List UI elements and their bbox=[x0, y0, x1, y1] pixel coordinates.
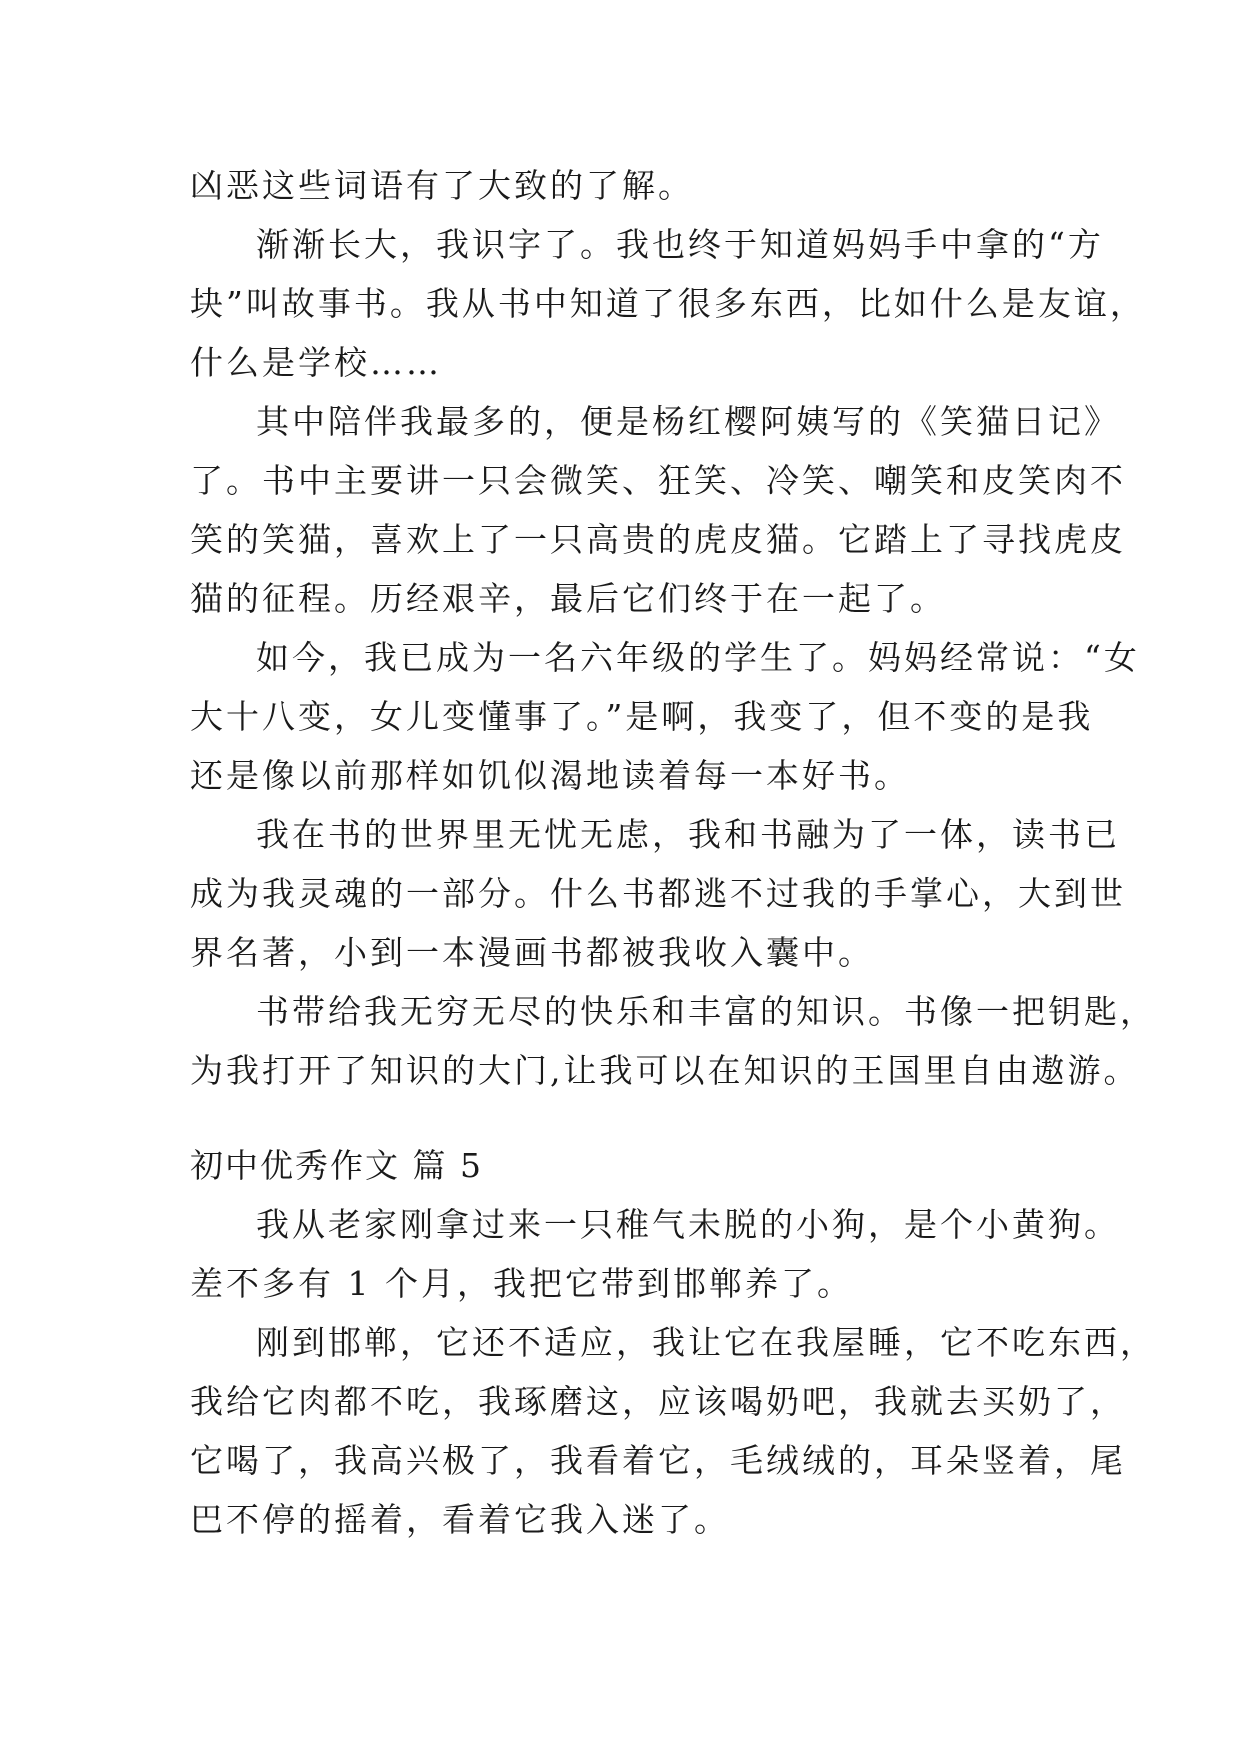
text-line: 巴不停的摇着，看着它我入迷了。 bbox=[190, 1500, 730, 1539]
text-line: 渐渐长大，我识字了。我也终于知道妈妈手中拿的“方 bbox=[256, 225, 1104, 264]
text-line: 笑的笑猫，喜欢上了一只高贵的虎皮猫。它踏上了寻找虎皮 bbox=[190, 520, 1126, 559]
text-line: 界名著，小到一本漫画书都被我收入囊中。 bbox=[190, 933, 874, 972]
text-line: 如今，我已成为一名六年级的学生了。妈妈经常说：“女 bbox=[256, 638, 1140, 677]
text-line: 我给它肉都不吃，我琢磨这，应该喝奶吧，我就去买奶了， bbox=[190, 1382, 1126, 1421]
text-line: 刚到邯郸，它还不适应，我让它在我屋睡，它不吃东西， bbox=[256, 1323, 1156, 1362]
text-line: 凶恶这些词语有了大致的了解。 bbox=[190, 166, 694, 205]
text-line: 成为我灵魂的一部分。什么书都逃不过我的手掌心，大到世 bbox=[190, 874, 1126, 913]
text-line: 还是像以前那样如饥似渴地读着每一本好书。 bbox=[190, 756, 910, 795]
text-line: 猫的征程。历经艰辛，最后它们终于在一起了。 bbox=[190, 579, 946, 618]
text-line: 我从老家刚拿过来一只稚气未脱的小狗，是个小黄狗。 bbox=[256, 1205, 1120, 1244]
section-heading: 初中优秀作文 篇 5 bbox=[190, 1146, 483, 1185]
text-line: 大十八变，女儿变懂事了。”是啊，我变了，但不变的是我 bbox=[190, 697, 1094, 736]
text-line: 书带给我无穷无尽的快乐和丰富的知识。书像一把钥匙， bbox=[256, 992, 1156, 1031]
text-line: 为我打开了知识的大门,让我可以在知识的王国里自由遨游。 bbox=[190, 1051, 1140, 1090]
text-line: 我在书的世界里无忧无虑，我和书融为了一体，读书已 bbox=[256, 815, 1120, 854]
text-line: 块”叫故事书。我从书中知道了很多东西，比如什么是友谊， bbox=[190, 284, 1146, 323]
text-line: 其中陪伴我最多的，便是杨红樱阿姨写的《笑猫日记》 bbox=[256, 402, 1120, 441]
text-line: 了。书中主要讲一只会微笑、狂笑、冷笑、嘲笑和皮笑肉不 bbox=[190, 461, 1126, 500]
text-line: 差不多有 1 个月，我把它带到邯郸养了。 bbox=[190, 1264, 853, 1303]
text-line: 什么是学校…… bbox=[190, 343, 442, 382]
text-line: 它喝了，我高兴极了，我看着它，毛绒绒的，耳朵竖着，尾 bbox=[190, 1441, 1126, 1480]
